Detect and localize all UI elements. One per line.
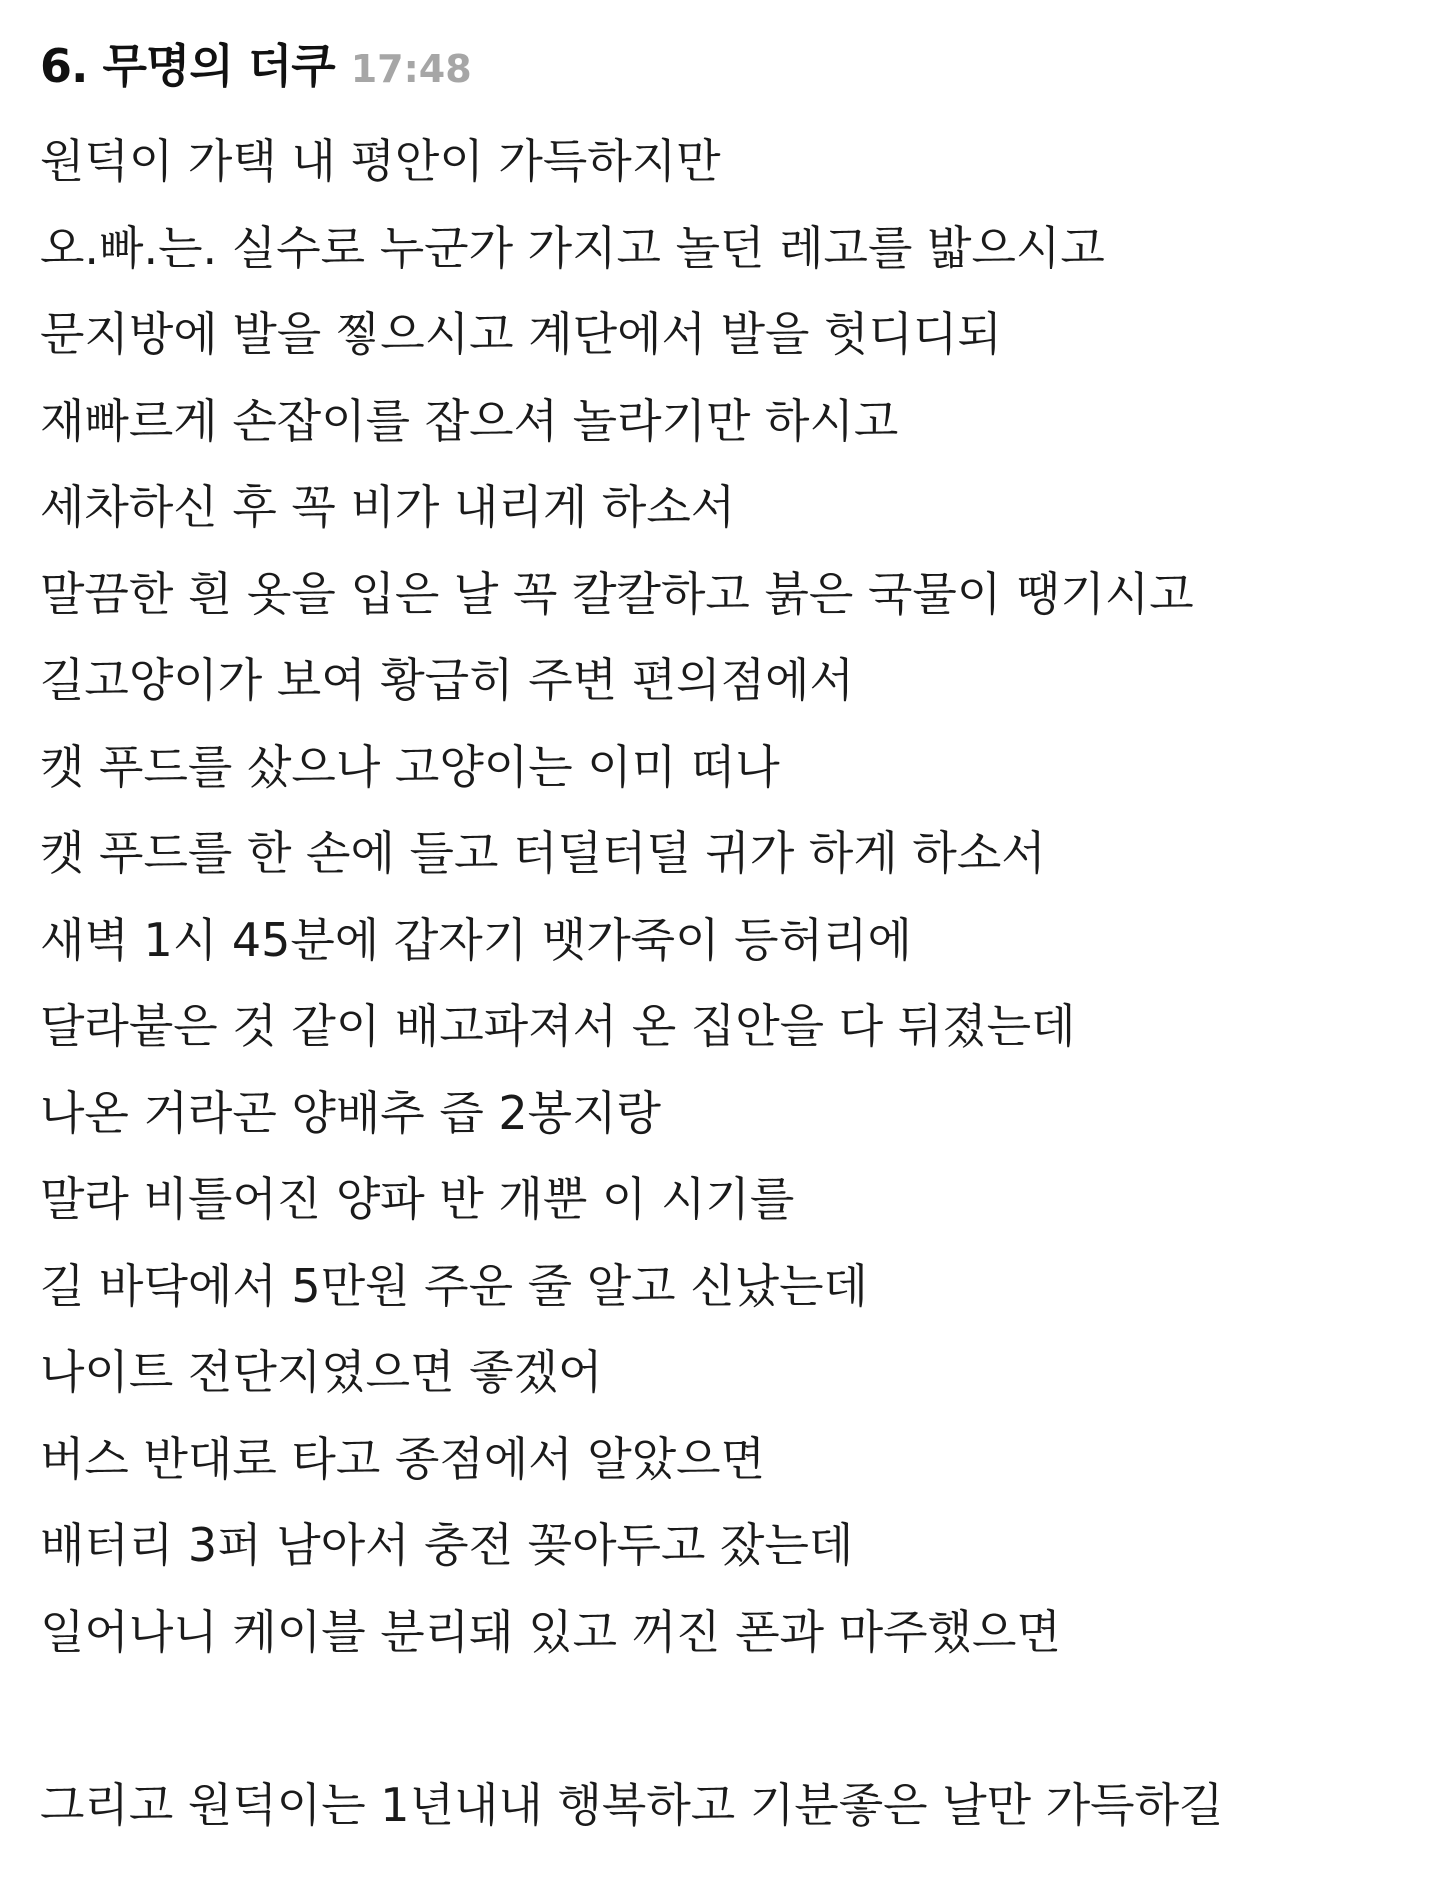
comment-line: 배터리 3퍼 남아서 충전 꽂아두고 잤는데 xyxy=(40,1518,854,1572)
comment-body xyxy=(40,118,1420,1848)
comment-line: 버스 반대로 타고 종점에서 알았으면 xyxy=(40,1431,766,1486)
blank-line xyxy=(40,1675,1420,1762)
comment-line: 달라붙은 것 같이 배고파져서 온 집안을 다 뒤졌는데 xyxy=(40,999,1076,1053)
comment-line: 일어나니 케이블 분리돼 있고 꺼진 폰과 마주했으면 xyxy=(40,1604,1061,1659)
comment-line: 길고양이가 보여 황급히 주변 편의점에서 xyxy=(40,653,854,707)
comment-line: 길 바닥에서 5만원 주운 줄 알고 신났는데 xyxy=(40,1258,868,1313)
comment-line: 나온 거라곤 양배추 즙 2봉지랑 xyxy=(40,1085,661,1140)
comment-line: 캣 푸드를 한 손에 들고 터덜터덜 귀가 하게 하소서 xyxy=(40,826,1046,880)
comment-line: 그리고 원덕이는 1년내내 행복하고 기분좋은 날만 가득하길 xyxy=(40,1777,1224,1832)
comment-timestamp: 17:48 xyxy=(350,47,472,91)
comment-author[interactable]: 6. 무명의 더쿠 xyxy=(40,39,335,93)
comment-line: 세차하신 후 꼭 비가 내리게 하소서 xyxy=(40,480,736,534)
comment-line: 말끔한 흰 옷을 입은 날 꼭 칼칼하고 붉은 국물이 땡기시고 xyxy=(40,566,1194,621)
comment-line: 문지방에 발을 찧으시고 계단에서 발을 헛디디되 xyxy=(40,307,1002,361)
comment-header xyxy=(40,30,1420,100)
comment-line: 새벽 1시 45분에 갑자기 뱃가죽이 등허리에 xyxy=(40,912,912,967)
comment xyxy=(40,30,1420,1848)
comment-line: 오.빠.는. 실수로 누군가 가지고 놀던 레고를 밟으시고 xyxy=(40,220,1105,275)
comment-line: 말라 비틀어진 양파 반 개뿐 이 시기를 xyxy=(40,1172,795,1226)
comment-line: 원덕이 가택 내 평안이 가득하지만 xyxy=(40,134,721,188)
comment-line: 재빠르게 손잡이를 잡으셔 놀라기만 하시고 xyxy=(40,393,899,448)
comment-line: 캣 푸드를 샀으나 고양이는 이미 떠나 xyxy=(40,739,780,794)
comment-line: 나이트 전단지였으면 좋겠어 xyxy=(40,1345,603,1399)
